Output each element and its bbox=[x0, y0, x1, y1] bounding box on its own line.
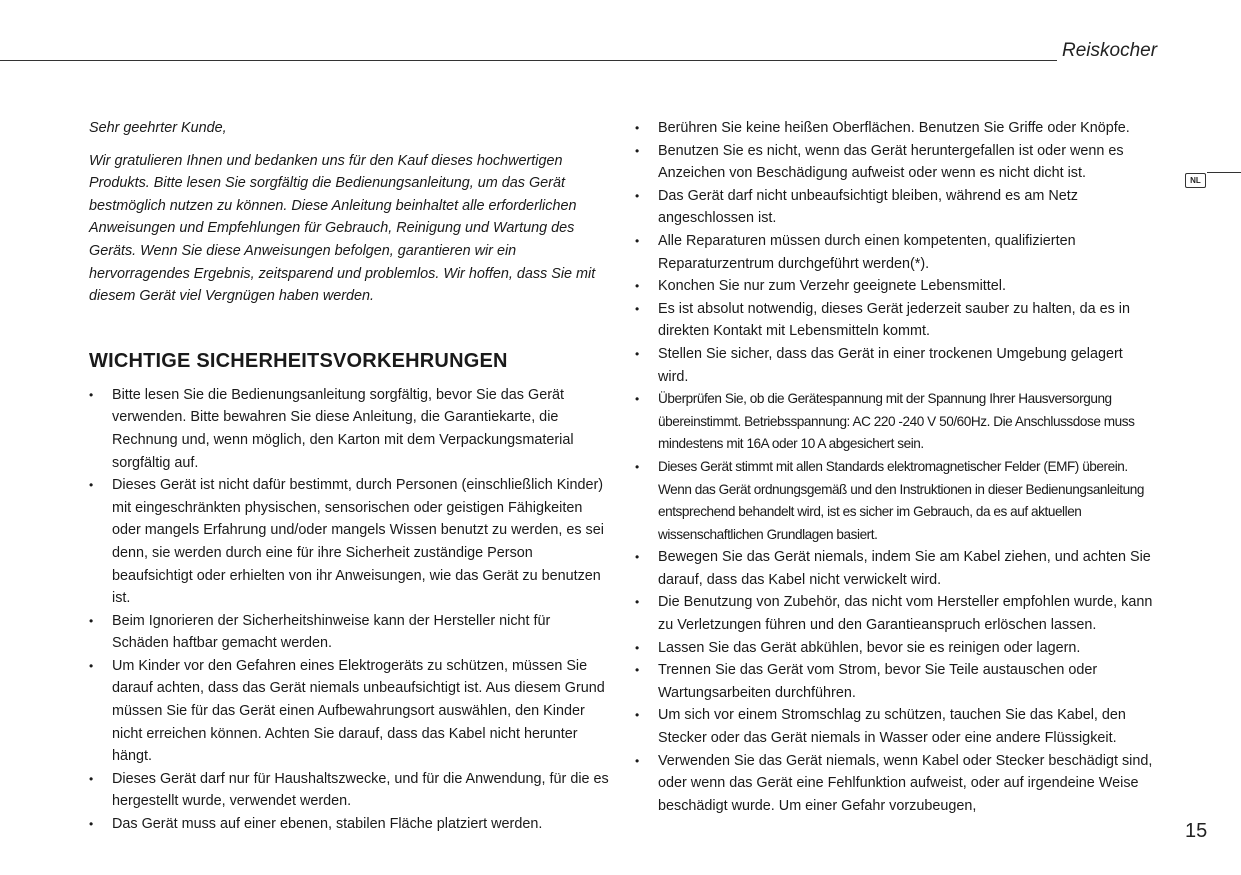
right-column bbox=[635, 117, 1155, 817]
list-item: • Das Gerät darf nicht unbeaufsichtigt bleiben, während es am Netz angeschlossen ist. bbox=[635, 185, 1155, 230]
list-item: • Die Benutzung von Zubehör, das nicht vom Hersteller empfohlen wurde, kann zu Verletzungen führen und den Garantieanspruch erlöschen lassen. bbox=[635, 591, 1155, 636]
intro-paragraph: Wir gratulieren Ihnen und bedanken uns für den Kauf dieses hochwertigen Produkts. Bitte lesen Sie sorgfältig die Bedienungsanleitung, um das Gerät bestmöglich nutzen zu können. Diese Anleitung beinhaltet alle erforderlichen Anweisungen und Empfehlungen für Gebrauch, Reinigung und Wartung des Geräts. Wenn Sie diese Anweisungen befolgen, garantieren wir ein hervorragendes Ergebnis, zeitsparend und problemlos. Wir hoffen, dass Sie mit diesem Gerät viel Vergnügen haben werden. bbox=[89, 152, 596, 305]
intro-greeting: Sehr geehrter Kunde, bbox=[89, 120, 227, 136]
list-item: • Lassen Sie das Gerät abkühlen, bevor sie es reinigen oder lagern. bbox=[635, 637, 1155, 660]
list-item: • Konchen Sie nur zum Verzehr geeignete Lebensmittel. bbox=[635, 275, 1155, 298]
safety-list-right bbox=[635, 117, 1155, 817]
list-item: • Überprüfen Sie, ob die Gerätespannung mit der Spannung Ihrer Hausversorgung übereinstimmt. Betriebsspannung: AC 220 -240 V 50/60Hz. Die Anschlussdose muss mindestens mit 16A oder 10 A abgesichert sein. bbox=[635, 388, 1155, 456]
language-tag-rule bbox=[1207, 172, 1241, 173]
list-item: • Berühren Sie keine heißen Oberflächen. Benutzen Sie Griffe oder Knöpfe. bbox=[635, 117, 1155, 140]
language-tag: NL bbox=[1185, 173, 1206, 188]
list-item: • Um Kinder vor den Gefahren eines Elektrogeräts zu schützen, müssen Sie darauf achten, dass das Gerät niemals unbeaufsichtigt ist. Aus diesem Grund müssen Sie für das Gerät einen Aufbewahrungsort auswählen, den Kinder nicht erreichen können. Achten Sie darauf, dass das Kabel nicht herunter hängt. bbox=[89, 655, 609, 768]
list-item: • Dieses Gerät darf nur für Haushaltszwecke, und für die Anwendung, für die es hergestellt wurde, verwendet werden. bbox=[89, 768, 609, 813]
list-item: • Bitte lesen Sie die Bedienungsanleitung sorgfältig, bevor Sie das Gerät verwenden. Bitte bewahren Sie diese Anleitung, die Garantiekarte, die Rechnung und, wenn möglich, den Karton mit dem Verpackungsmaterial sorgfältig auf. bbox=[89, 384, 609, 474]
list-item: • Es ist absolut notwendig, dieses Gerät jederzeit sauber zu halten, da es in direkten Kontakt mit Lebensmitteln kommt. bbox=[635, 298, 1155, 343]
page-number: 15 bbox=[1185, 820, 1208, 842]
list-item: • Dieses Gerät ist nicht dafür bestimmt, durch Personen (einschließlich Kinder) mit eingeschränkten physischen, sensorischen oder geistigen Fähigkeiten oder mangels Erfahrung und/oder mangels Wissen benutzt zu werden, es sei denn, sie werden durch eine für ihre Sicherheit zuständige Person beaufsichtigt oder erhielten von ihr Anweisungen, wie das Gerät zu benutzen ist. bbox=[89, 474, 609, 610]
list-item: • Dieses Gerät stimmt mit allen Standards elektromagnetischer Felder (EMF) überein. Wenn das Gerät ordnungsgemäß und den Instruktionen in dieser Bedienungsanleitung entsprechend behandelt wird, ist es sicher im Gebrauch, da es auf aktuellen wissenschaftlichen Grundlagen basiert. bbox=[635, 456, 1155, 546]
list-item: • Bewegen Sie das Gerät niemals, indem Sie am Kabel ziehen, und achten Sie darauf, dass das Kabel nicht verwickelt wird. bbox=[635, 546, 1155, 591]
header-rule bbox=[0, 60, 1057, 61]
list-item: • Verwenden Sie das Gerät niemals, wenn Kabel oder Stecker beschädigt sind, oder wenn das Gerät eine Fehlfunktion aufweist, oder auf irgendeine Weise beschädigt wurde. Um einer Gefahr vorzubeugen, bbox=[635, 750, 1155, 818]
list-item: • Alle Reparaturen müssen durch einen kompetenten, qualifizierten Reparaturzentrum durchgeführt werden(*). bbox=[635, 230, 1155, 275]
list-item: • Um sich vor einem Stromschlag zu schützen, tauchen Sie das Kabel, den Stecker oder das Gerät niemals in Wasser oder eine andere Flüssigkeit. bbox=[635, 704, 1155, 749]
left-column bbox=[89, 117, 609, 836]
list-item: • Das Gerät muss auf einer ebenen, stabilen Fläche platziert werden. bbox=[89, 813, 609, 836]
section-heading: WICHTIGE SICHERHEITSVORKEHRUNGEN bbox=[89, 349, 508, 372]
list-item: • Trennen Sie das Gerät vom Strom, bevor Sie Teile austauschen oder Wartungsarbeiten durchführen. bbox=[635, 659, 1155, 704]
header-title: Reiskocher bbox=[1062, 40, 1158, 61]
list-item: • Benutzen Sie es nicht, wenn das Gerät heruntergefallen ist oder wenn es Anzeichen von Beschädigung aufweist oder wenn es nicht dicht ist. bbox=[635, 140, 1155, 185]
list-item: • Beim Ignorieren der Sicherheitshinweise kann der Hersteller nicht für Schäden haftbar gemacht werden. bbox=[89, 610, 609, 655]
list-item: • Stellen Sie sicher, dass das Gerät in einer trockenen Umgebung gelagert wird. bbox=[635, 343, 1155, 388]
safety-list-left bbox=[89, 384, 609, 836]
